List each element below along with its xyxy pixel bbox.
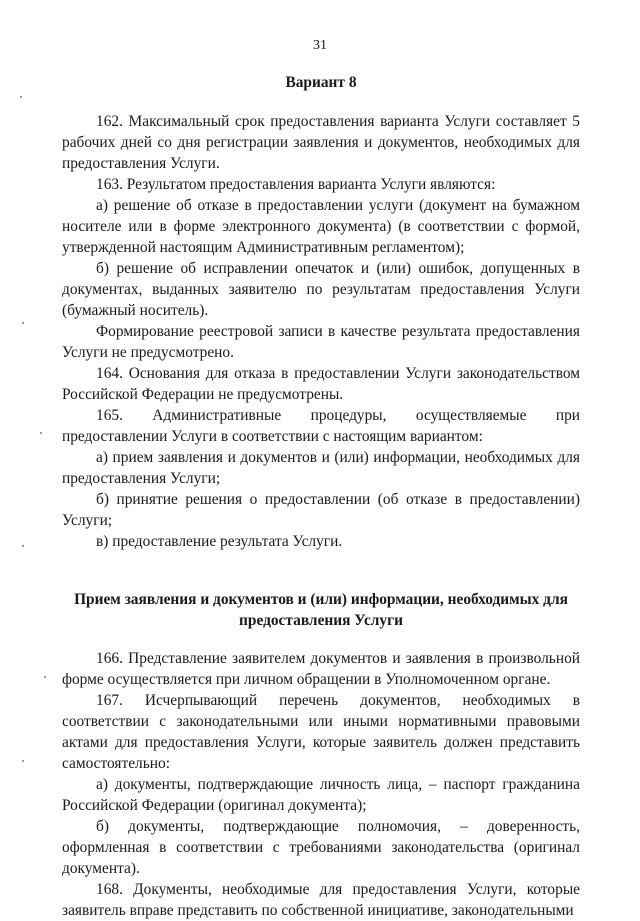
scan-speck bbox=[22, 760, 24, 762]
paragraph-167-a: а) документы, подтверждающие личность лица, – паспорт гражданина Российской Федерации (оригинал документа); bbox=[62, 776, 580, 814]
variant-title: Вариант 8 bbox=[285, 74, 357, 91]
paragraph-163: 163. Результатом предоставления варианта Услуги являются: bbox=[96, 176, 496, 193]
paragraph-163-a: а) решение об отказе в предоставлении услуги (документ на бумажном носителе или в форме электронного документа) (в соответствии с формой, утвержденной настоящим Административным регламентом); bbox=[62, 197, 580, 256]
paragraph-164: 164. Основания для отказа в предоставлении Услуги законодательством Российской Федерации не предусмотрены. bbox=[62, 365, 580, 403]
scan-speck bbox=[44, 676, 46, 678]
scan-speck bbox=[22, 322, 24, 324]
paragraph-165-b: б) принятие решения о предоставлении (об отказе в предоставлении) Услуги; bbox=[62, 491, 580, 529]
paragraph-167-b: б) документы, подтверждающие полномочия, – доверенность, оформленная в соответствии с требованиями законодательства (оригинал документа). bbox=[62, 818, 580, 877]
paragraph-162: 162. Максимальный срок предоставления варианта Услуги составляет 5 рабочих дней со дня регистрации заявления и документов, необходимых для предоставления Услуги. bbox=[62, 113, 580, 172]
paragraph-167: 167. Исчерпывающий перечень документов, необходимых в соответствии с законодательными или иными нормативными правовыми актами для предоставления Услуги, которые заявитель должен представить самостоятельно: bbox=[62, 692, 580, 772]
paragraph-165-a: а) прием заявления и документов и (или) информации, необходимых для предоставления Услуги; bbox=[62, 449, 580, 487]
page-number: 31 bbox=[313, 38, 327, 53]
section-heading: Прием заявления и документов и (или) информации, необходимых для предоставления Услуги bbox=[74, 591, 568, 629]
scan-speck bbox=[40, 432, 42, 434]
scan-speck bbox=[22, 545, 24, 547]
scan-speck bbox=[20, 96, 22, 98]
document-body bbox=[62, 72, 580, 921]
paragraph-registry: Формирование реестровой записи в качестве результата предоставления Услуги не предусмотрено. bbox=[62, 323, 580, 361]
paragraph-165-v: в) предоставление результата Услуги. bbox=[96, 533, 343, 550]
paragraph-165: 165. Административные процедуры, осуществляемые при предоставлении Услуги в соответствии с настоящим вариантом: bbox=[62, 407, 580, 445]
paragraph-166: 166. Представление заявителем документов и заявления в произвольной форме осуществляется при личном обращении в Уполномоченном органе. bbox=[62, 650, 580, 688]
paragraph-163-b: б) решение об исправлении опечаток и (или) ошибок, допущенных в документах, выданных заявителю по результатам предоставления Услуги (бумажный носитель). bbox=[62, 260, 580, 319]
paragraph-168: 168. Документы, необходимые для предоставления Услуги, которые заявитель вправе представить по собственной инициативе, законодательными bbox=[62, 881, 580, 919]
